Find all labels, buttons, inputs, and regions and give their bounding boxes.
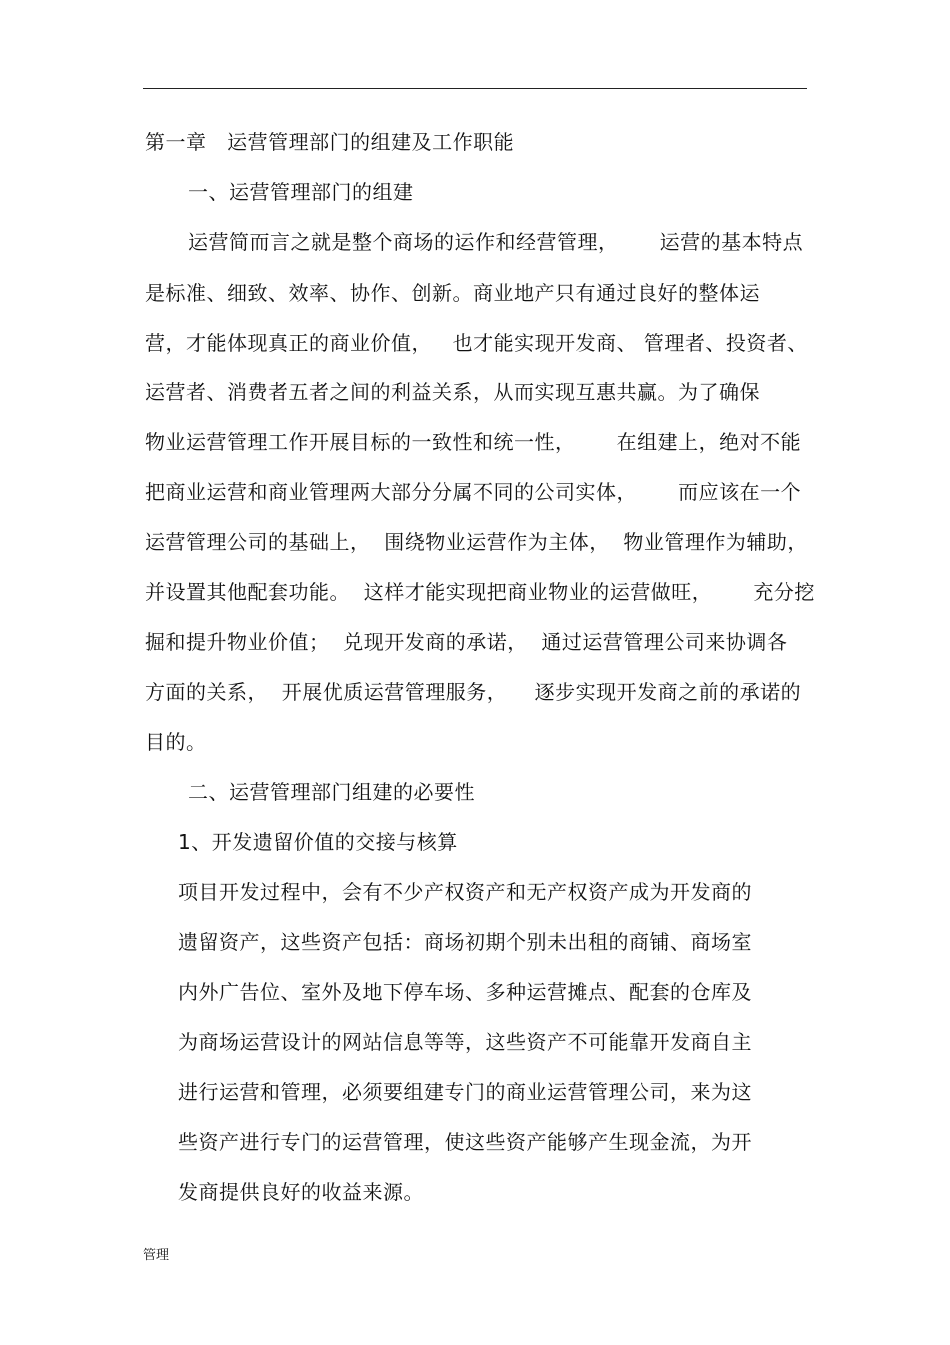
- paragraph-line: 目的。: [145, 730, 207, 754]
- paragraph-line: 运营简而言之就是整个商场的运作和经营管理， 运营的基本特点: [188, 230, 804, 254]
- paragraph-line: 运营者、消费者五者之间的利益关系，从而实现互惠共赢。为了确保: [145, 380, 760, 404]
- paragraph-line: 是标准、细致、效率、协作、创新。商业地产只有通过良好的整体运: [145, 281, 760, 305]
- section-heading-1: 一、运营管理部门的组建: [188, 180, 414, 204]
- paragraph-line: 物业运营管理工作开展目标的一致性和统一性， 在组建上，绝对不能: [145, 430, 802, 454]
- paragraph-line: 营，才能体现真正的商业价值， 也才能实现开发商、 管理者、投资者、: [145, 331, 808, 355]
- paragraph-line: 遗留资产，这些资产包括：商场初期个别未出租的商铺、商场室: [178, 930, 752, 954]
- header-rule: [143, 88, 807, 89]
- paragraph-line: 项目开发过程中，会有不少产权资产和无产权资产成为开发商的: [178, 880, 752, 904]
- paragraph-line: 方面的关系， 开展优质运营管理服务， 逐步实现开发商之前的承诺的: [145, 680, 802, 704]
- section-heading-2: 二、运营管理部门组建的必要性: [188, 780, 475, 804]
- subsection-heading-1: 1、开发遗留价值的交接与核算: [178, 830, 458, 854]
- paragraph-line: 把商业运营和商业管理两大部分分属不同的公司实体， 而应该在一个: [145, 480, 802, 504]
- paragraph-line: 内外广告位、室外及地下停车场、多种运营摊点、配套的仓库及: [178, 980, 752, 1004]
- paragraph-line: 进行运营和管理，必须要组建专门的商业运营管理公司，来为这: [178, 1080, 752, 1104]
- chapter-title: 第一章 运营管理部门的组建及工作职能: [145, 130, 515, 154]
- page-footer: 管理: [143, 1248, 170, 1263]
- paragraph-line: 为商场运营设计的网站信息等等，这些资产不可能靠开发商自主: [178, 1030, 752, 1054]
- paragraph-line: 发商提供良好的收益来源。: [178, 1180, 424, 1204]
- paragraph-line: 并设置其他配套功能。 这样才能实现把商业物业的运营做旺， 充分挖: [145, 580, 815, 604]
- paragraph-line: 掘和提升物业价值； 兑现开发商的承诺， 通过运营管理公司来协调各: [145, 630, 788, 654]
- paragraph-line: 运营管理公司的基础上， 围绕物业运营作为主体， 物业管理作为辅助，: [145, 530, 808, 554]
- paragraph-line: 些资产进行专门的运营管理，使这些资产能够产生现金流，为开: [178, 1130, 752, 1154]
